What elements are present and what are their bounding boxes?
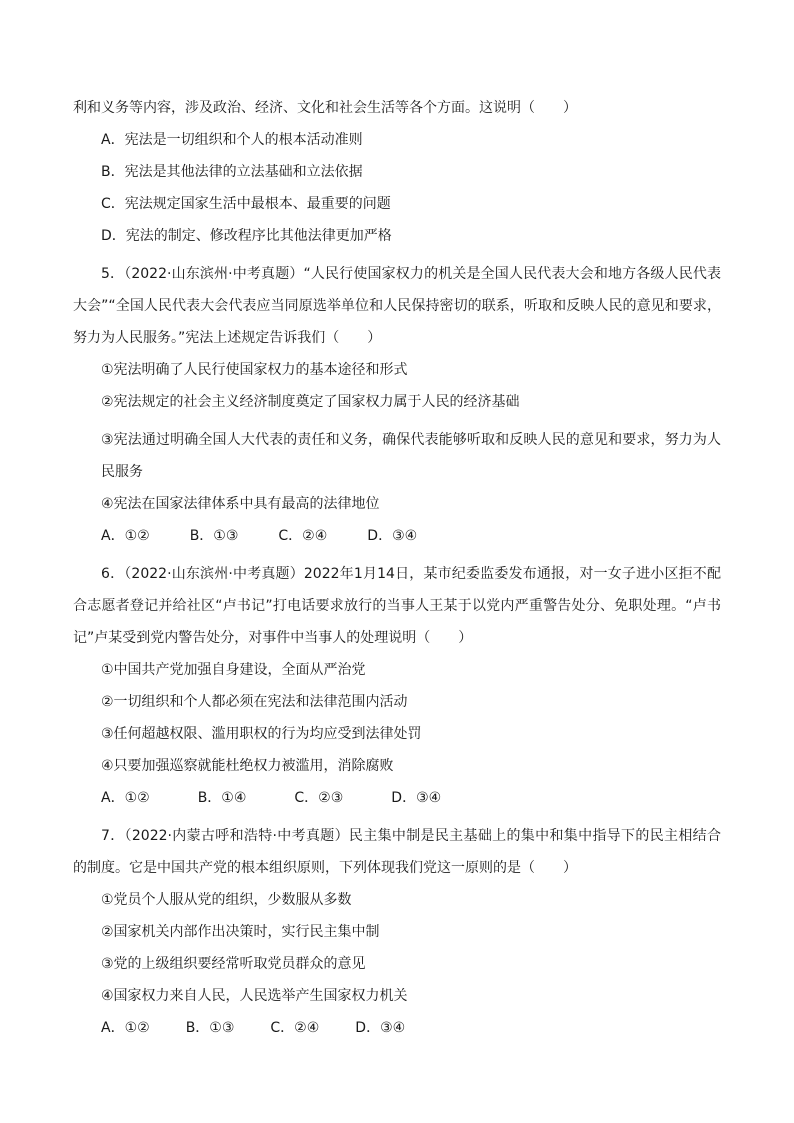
q7-statement-2: ②国家机关内部作出决策时，实行民主集中制 [101, 924, 380, 940]
q5-choice-a: A．①② [101, 528, 150, 544]
q7-stem: 7．（2022·内蒙古呼和浩特·中考真题）民主集中制是民主基础上的集中和集中指导下的民主相结合的制度。它是中国共产党的根本组织原则，下列体现我们党这一原则的是（ ） [73, 828, 721, 876]
q6-statement-4: ④只要加强巡察就能杜绝权力被滥用，消除腐败 [101, 758, 394, 774]
q6-statement-3: ③任何超越权限、滥用职权的行为均应受到法律处罚 [101, 726, 422, 742]
q5-statement-1: ①宪法明确了人民行使国家权力的基本途径和形式 [101, 362, 408, 378]
q6-choice-d: D．③④ [391, 790, 442, 806]
q6-statement-2: ②一切组织和个人都必须在宪法和法律范围内活动 [101, 694, 408, 710]
q5-choice-d: D．③④ [367, 528, 418, 544]
q5-choice-c: C．②④ [278, 528, 328, 544]
q4-option-d: D．宪法的制定、修改程序比其他法律更加严格 [101, 228, 392, 244]
q7-choice-d: D．③④ [355, 1020, 406, 1036]
q5-stem: 5．（2022·山东滨州·中考真题）“人民行使国家权力的机关是全国人民代表大会和地方各级人民代表大会”“全国人民代表大会代表应当同原选举单位和人民保持密切的联系，听取和反映人民的意见和要求，努力为人民服务。”宪法上述规定告诉我们（ ） [73, 266, 721, 346]
q5-choice-b: B．①③ [189, 528, 239, 544]
q7-statement-1: ①党员个人服从党的组织，少数服从多数 [101, 892, 352, 908]
q6-statement-1: ①中国共产党加强自身建设，全面从严治党 [101, 662, 366, 678]
q5-statement-2: ②宪法规定的社会主义经济制度奠定了国家权力属于人民的经济基础 [101, 394, 520, 410]
q7-choice-c: C．②④ [270, 1020, 320, 1036]
q6-choice-b: B．①④ [197, 790, 247, 806]
q6-stem: 6．（2022·山东滨州·中考真题）2022年1月14日，某市纪委监委发布通报，对一女子进小区拒不配合志愿者登记并给社区“卢书记”打电话要求放行的当事人王某于以党内严重警告处分、免职处理。“卢书记”卢某受到党内警告处分，对事件中当事人的处理说明（ ） [73, 566, 721, 646]
q4-option-a: A．宪法是一切组织和个人的根本活动准则 [101, 132, 363, 148]
q5-statement-4: ④宪法在国家法律体系中具有最高的法律地位 [101, 496, 380, 512]
q7-statement-3: ③党的上级组织要经常听取党员群众的意见 [101, 956, 366, 972]
q7-statement-4: ④国家权力来自人民，人民选举产生国家权力机关 [101, 988, 408, 1004]
q6-choice-a: A．①② [101, 790, 150, 806]
q5-statement-3: ③宪法通过明确全国人大代表的责任和义务，确保代表能够听取和反映人民的意见和要求，努力为人民服务 [101, 432, 721, 480]
q4-stem-tail: 利和义务等内容，涉及政治、经济、文化和社会生活等各个方面。这说明（ ） [73, 100, 577, 116]
q4-option-b: B．宪法是其他法律的立法基础和立法依据 [101, 164, 363, 180]
q5-choices [73, 526, 721, 547]
q4-option-c: C．宪法规定国家生活中最根本、最重要的问题 [101, 196, 391, 212]
q7-choice-a: A．①② [101, 1020, 150, 1036]
document-page [73, 98, 721, 1050]
q6-choices [73, 788, 721, 809]
q6-choice-c: C．②③ [294, 790, 344, 806]
q7-choice-b: B．①③ [185, 1020, 235, 1036]
q7-choices [73, 1018, 721, 1039]
